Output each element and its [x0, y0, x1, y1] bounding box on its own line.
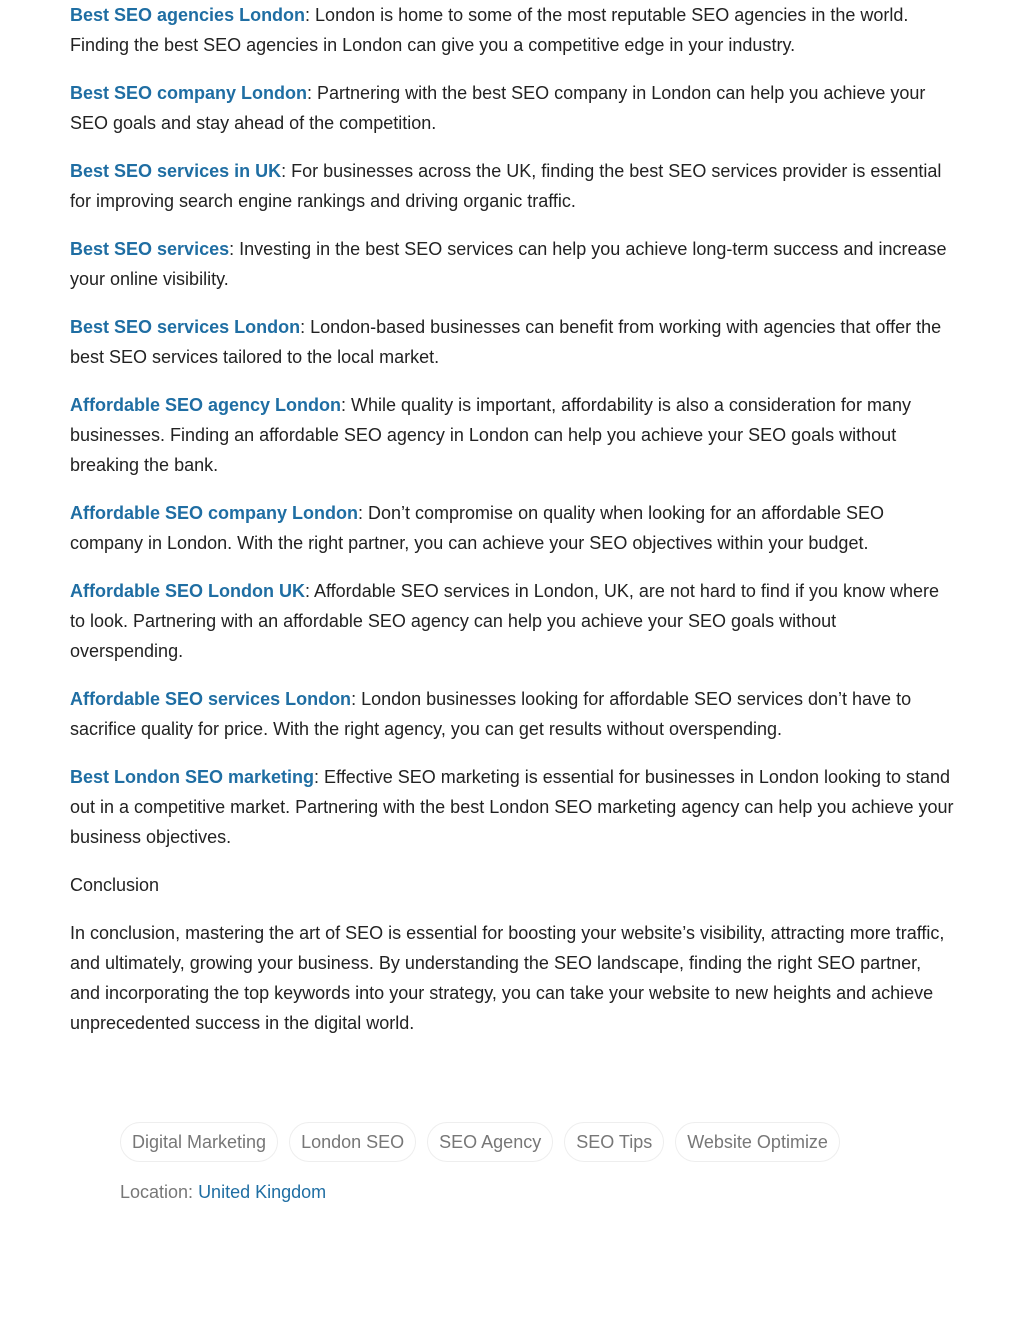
keyword-description: : While quality is important, affordability is also a consideration for many businesses. Finding an affordable SEO agency in London can help you achieve your SEO goals without breaking the bank. [70, 395, 911, 475]
location-label: Location: [120, 1182, 199, 1202]
keyword-link[interactable]: Best London SEO marketing [70, 767, 315, 787]
keyword-description: : Partnering with the best SEO company in London can help you achieve your SEO goals and stay ahead of the competition. [70, 83, 926, 133]
keyword-paragraph [70, 312, 954, 372]
keyword-link[interactable]: Affordable SEO services London [70, 689, 352, 709]
keyword-description: : Affordable SEO services in London, UK, are not hard to find if you know where to look. Partnering with an affordable SEO agency can help you achieve your SEO goals without overspending. [70, 581, 940, 661]
tag-seo-agency[interactable]: SEO Agency [427, 1122, 553, 1162]
keyword-link[interactable]: Best SEO agencies London [70, 5, 306, 25]
location-line [120, 1178, 326, 1206]
keyword-paragraph [70, 156, 954, 216]
keyword-paragraph [70, 576, 954, 666]
keyword-paragraph [70, 498, 954, 558]
keyword-description: : Investing in the best SEO services can help you achieve long-term success and increase your online visibility. [70, 239, 947, 289]
tag-seo-tips[interactable]: SEO Tips [564, 1122, 664, 1162]
conclusion-body: In conclusion, mastering the art of SEO is essential for boosting your website’s visibility, attracting more traffic, and ultimately, growing your business. By understanding the SEO landscape, finding the right SEO partner, and incorporating the top keywords into your strategy, you can take your website to new heights and achieve unprecedented success in the digital world. [70, 923, 945, 1033]
keyword-link[interactable]: Best SEO services London [70, 317, 301, 337]
keyword-description: : London is home to some of the most reputable SEO agencies in the world. Finding the best SEO agencies in London can give you a competitive edge in your industry. [70, 5, 909, 55]
keyword-description: : Effective SEO marketing is essential for businesses in London looking to stand out in a competitive market. Partnering with the best London SEO marketing agency can help you achieve your business objectives. [70, 767, 954, 847]
keyword-link[interactable]: Affordable SEO London UK [70, 581, 305, 601]
keyword-description: : London-based businesses can benefit from working with agencies that offer the best SEO services tailored to the local market. [70, 317, 942, 367]
keyword-paragraph [70, 390, 954, 480]
keyword-paragraph [70, 78, 954, 138]
keyword-paragraph [70, 0, 954, 60]
keyword-link[interactable]: Best SEO company London [70, 83, 308, 103]
keyword-link[interactable]: Best SEO services in UK [70, 161, 282, 181]
tag-digital-marketing[interactable]: Digital Marketing [120, 1122, 278, 1162]
keyword-link[interactable]: Affordable SEO company London [70, 503, 359, 523]
keyword-paragraph [70, 234, 954, 294]
location-link[interactable]: United Kingdom [198, 1182, 327, 1202]
tag-website-optimize[interactable]: Website Optimize [675, 1122, 840, 1162]
keyword-paragraph [70, 684, 954, 744]
keyword-description: : London businesses looking for affordable SEO services don’t have to sacrifice quality for price. With the right agency, you can get results without overspending. [70, 689, 912, 739]
keyword-paragraph [70, 762, 954, 852]
keyword-link[interactable]: Affordable SEO agency London [70, 395, 342, 415]
keyword-description: : For businesses across the UK, finding the best SEO services provider is essential for improving search engine rankings and driving organic traffic. [70, 161, 942, 211]
keyword-link[interactable]: Best SEO services [70, 239, 230, 259]
tag-london-seo[interactable]: London SEO [289, 1122, 416, 1162]
keyword-description: : Don’t compromise on quality when looking for an affordable SEO company in London. With the right partner, you can achieve your SEO objectives within your budget. [70, 503, 884, 553]
article-body [70, 0, 954, 1056]
tag-list [120, 1122, 840, 1162]
conclusion-heading: Conclusion [70, 875, 160, 895]
